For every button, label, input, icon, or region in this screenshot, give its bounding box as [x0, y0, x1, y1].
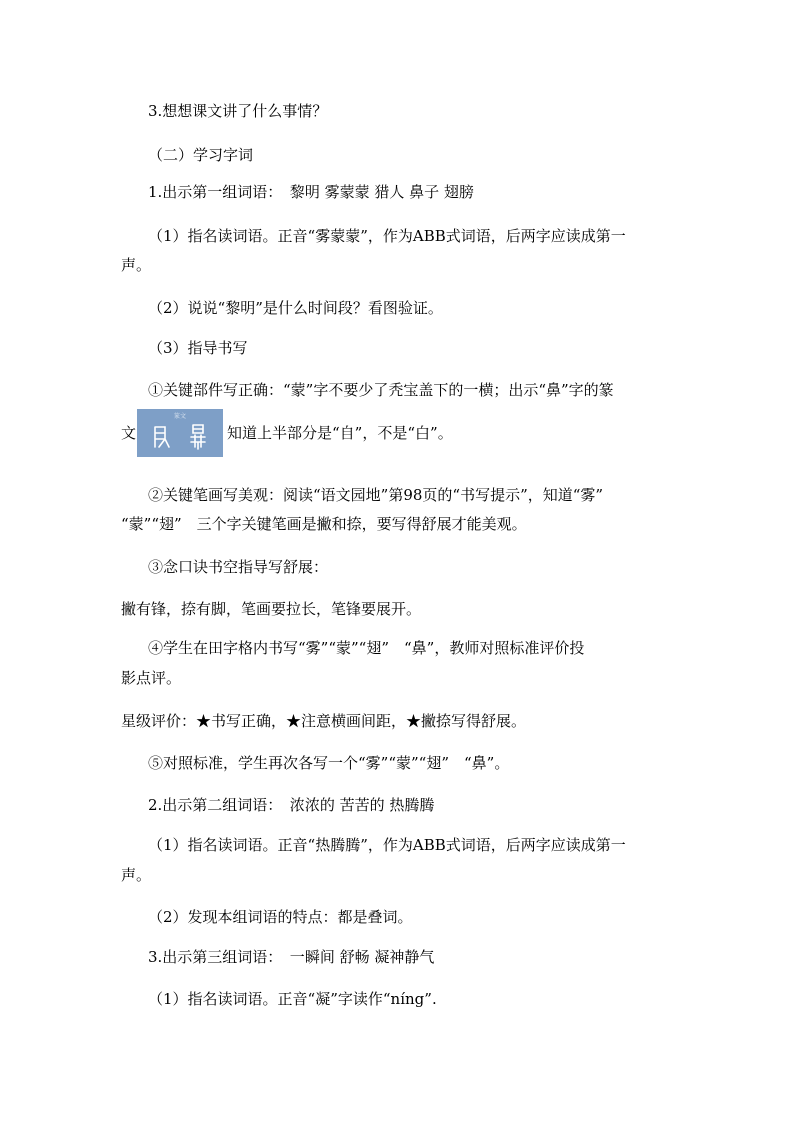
- writing-tip-2-line1: ②关键笔画写美观：阅读“语文园地”第98页的“书写提示”，知道“雾”: [148, 486, 604, 504]
- seal-script-glyphs: [137, 409, 223, 457]
- group1-step2: （2）说说“黎明”是什么时间段？看图验证。: [148, 299, 443, 317]
- group2-step1-line1: （1）指名读词语。正音“热腾腾”，作为ABB式词语，后两字应读成第一: [148, 836, 626, 854]
- question-3: 3.想想课文讲了什么事情？: [148, 102, 328, 120]
- writing-tip-4-line1: ④学生在田字格内书写“雾”“蒙”“翅” “鼻”，教师对照标准评价投: [148, 639, 585, 657]
- writing-tip-3: ③念口诀书空指导写舒展：: [148, 558, 329, 576]
- writing-rhyme: 撇有锋，捺有脚，笔画要拉长，笔锋要展开。: [121, 600, 422, 618]
- writing-tip-4-line2: 影点评。: [121, 669, 182, 687]
- group2-step1-line2: 声。: [121, 866, 152, 884]
- group2-step2: （2）发现本组词语的特点：都是叠词。: [148, 908, 413, 926]
- word-group-2: 2.出示第二组词语： 浓浓的 苦苦的 热腾腾: [148, 796, 435, 814]
- seal-caption: 篆文: [174, 413, 187, 420]
- word-group-1: 1.出示第一组词语： 黎明 雾蒙蒙 猎人 鼻子 翅膀: [148, 183, 474, 201]
- writing-tip-5: ⑤对照标准，学生再次各写一个“雾”“蒙”“翅” “鼻”。: [148, 754, 510, 772]
- writing-tip-1-line2: [121, 408, 661, 458]
- writing-tip-1-line1: ①关键部件写正确：“蒙”字不要少了秃宝盖下的一横；出示“鼻”字的篆: [148, 381, 614, 399]
- group1-step1-line1: （1）指名读词语。正音“雾蒙蒙”，作为ABB式词语，后两字应读成第一: [148, 227, 626, 245]
- star-rating: 星级评价：★书写正确，★注意横画间距，★撇捺写得舒展。: [121, 712, 527, 730]
- writing-tip-2-line2: “蒙”“翅” 三个字关键笔画是撇和捺，要写得舒展才能美观。: [121, 515, 527, 533]
- seal-explanation: 知道上半部分是“自”，不是“白”。: [227, 424, 453, 442]
- group3-step1: （1）指名读词语。正音“凝”字读作“níng”.: [148, 990, 437, 1008]
- seal-prefix: 文: [121, 424, 137, 442]
- word-group-3: 3.出示第三组词语： 一瞬间 舒畅 凝神静气: [148, 948, 435, 966]
- section-heading-study-words: （二）学习字词: [148, 146, 254, 164]
- group1-step1-line2: 声。: [121, 256, 152, 274]
- seal-script-image: [137, 409, 223, 457]
- group1-step3: （3）指导书写: [148, 339, 248, 357]
